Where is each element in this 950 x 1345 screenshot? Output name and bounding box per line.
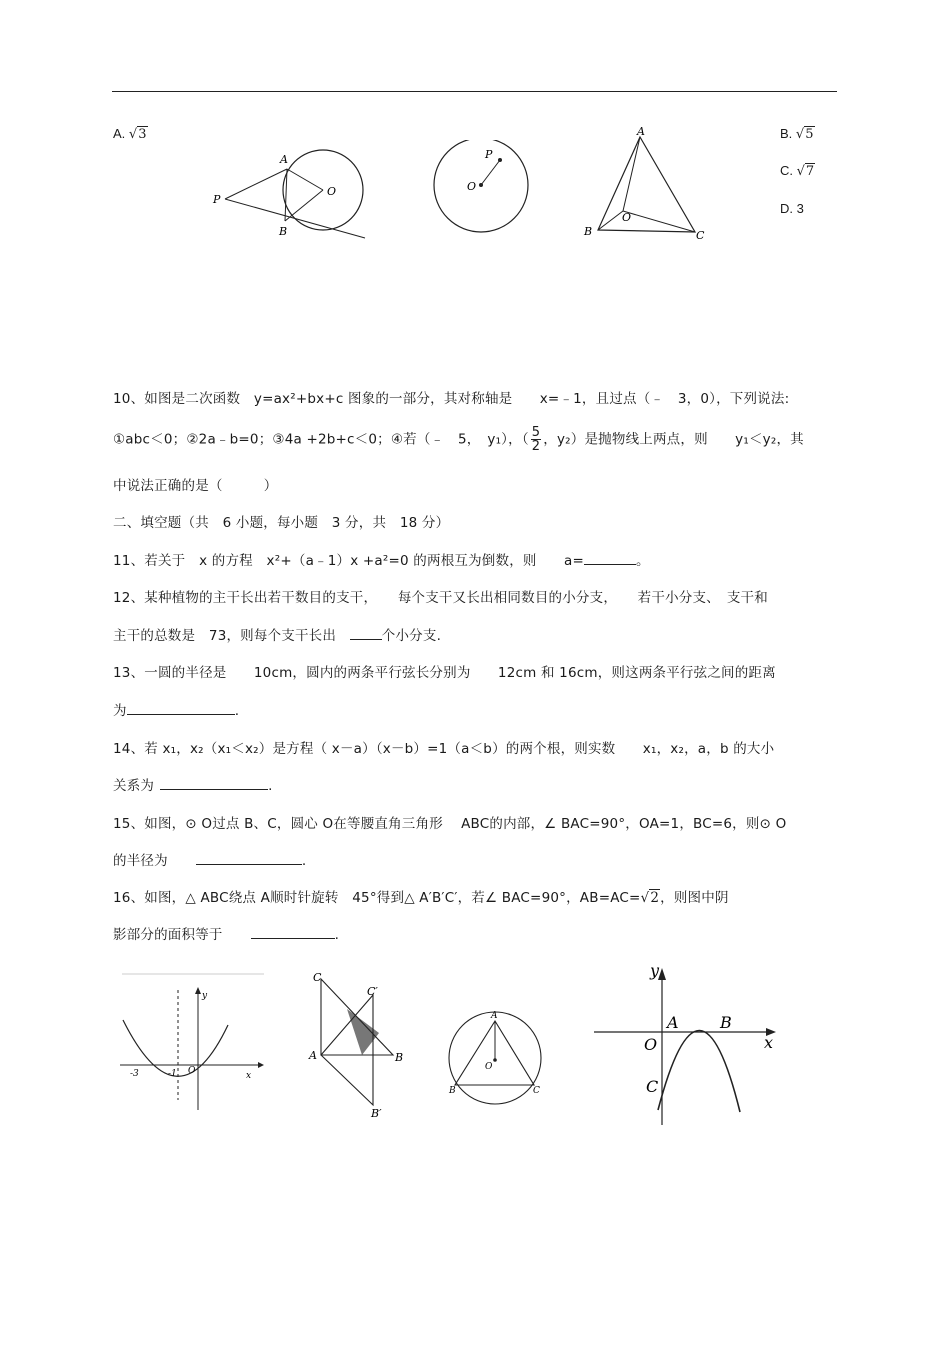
- q10-line2-part1: ①abc＜0；②2a﹣b=0；③4a +2b+c＜0；④若（﹣ 5， y₁），（: [113, 431, 529, 448]
- figure-parabola-small: [118, 970, 268, 1120]
- y-axis-arrow: [195, 987, 201, 994]
- label-a: A: [491, 1011, 498, 1021]
- figure-circle-point: [425, 140, 535, 240]
- label-origin: O: [644, 1035, 658, 1054]
- q10-line2-part2: ，y₂）是抛物线上两点，则 y₁＜y₂，其: [543, 431, 804, 448]
- label-x: x: [764, 1033, 774, 1052]
- q16-line2-part1: 影部分的面积等于: [113, 927, 223, 943]
- option-a: [113, 126, 148, 142]
- q16-sqrt: √2: [640, 890, 660, 906]
- triangle-abc: [321, 979, 393, 1055]
- q10-line1: 10、如图是二次函数 y=ax²+bx+c 图象的一部分，其对称轴是 x=﹣1，且过点（﹣ 3，0），下列说法:: [113, 391, 790, 407]
- label-a: A: [280, 153, 288, 166]
- option-a-label: A.: [113, 126, 126, 141]
- label-y: y: [650, 961, 660, 980]
- figure-parabola-abc: [590, 960, 785, 1130]
- shaded-region: [347, 1009, 379, 1055]
- point-o: [493, 1058, 497, 1062]
- parabola-curve: [123, 1020, 228, 1076]
- figure-tangent-circle: [205, 145, 370, 245]
- q12-line1: 12、某种植物的主干长出若干数目的支干， 每个支干又长出相同数目的小分支， 若干小分支、 支干和: [113, 590, 768, 606]
- q13-line2: [113, 699, 239, 719]
- label-a: A: [667, 1013, 679, 1032]
- q14-answer-blank[interactable]: [160, 789, 268, 790]
- y-axis-arrow: [658, 968, 666, 980]
- option-b-label: B.: [780, 126, 793, 141]
- option-b-value: √5: [795, 127, 814, 142]
- segment-ao: [623, 137, 640, 211]
- q14-line2: [113, 774, 273, 794]
- label-o: O: [467, 180, 477, 193]
- q15-line2-part1: 的半径为: [113, 853, 168, 869]
- label-o: O: [622, 211, 632, 224]
- q10-line3: 中说法正确的是（ ）: [113, 478, 278, 494]
- option-c-label: C.: [780, 163, 793, 178]
- option-d: [780, 201, 804, 216]
- label-p: P: [213, 193, 221, 206]
- q16-line1-part2: ，则图中阴: [660, 890, 729, 906]
- q15-line2-part2: .: [301, 853, 307, 869]
- label-o: O: [327, 185, 337, 198]
- q13-line2-part1: 为: [113, 703, 127, 719]
- figure-rotated-triangles: [305, 965, 415, 1125]
- parabola-curve: [658, 1030, 740, 1112]
- label-o: O: [485, 1062, 493, 1072]
- q12-line2-part2: 个小分支.: [381, 628, 442, 644]
- label-b: B: [720, 1013, 732, 1032]
- label-b: B: [279, 225, 288, 238]
- label-a: A: [637, 125, 645, 138]
- label-b: B: [584, 225, 593, 238]
- frac-denominator: 2: [531, 439, 541, 454]
- radius-ob: [285, 190, 323, 221]
- q13-line1: 13、一圆的半径是 10cm，圆内的两条平行弦长分别为 12cm 和 16cm，则这两条平行弦之间的距离: [113, 665, 776, 681]
- label-c: C: [696, 229, 705, 240]
- tangent-line-pb: [225, 199, 365, 238]
- q14-line2-part1: 关系为: [113, 778, 155, 794]
- q13-answer-blank[interactable]: [127, 714, 235, 715]
- point-o: [479, 183, 483, 187]
- radius-oa: [287, 169, 323, 190]
- option-d-value: 3: [796, 201, 804, 216]
- q11-end: 。: [636, 553, 650, 569]
- option-c: [780, 163, 815, 179]
- label-c: C: [313, 971, 322, 984]
- point-p: [498, 158, 502, 162]
- option-d-label: D.: [780, 201, 793, 216]
- label-y: y: [202, 991, 208, 1001]
- q16-answer-blank[interactable]: [251, 938, 335, 939]
- label-a: A: [309, 1049, 317, 1062]
- figure-triangle-interior: [580, 125, 710, 240]
- q10-line2: [113, 426, 804, 453]
- q14-line2-part2: .: [268, 778, 273, 794]
- label-x: x: [246, 1071, 252, 1081]
- q16-line2: [113, 923, 339, 943]
- label-origin: O: [188, 1066, 196, 1076]
- label-b: B: [395, 1051, 404, 1064]
- tangent-line-pa: [225, 169, 287, 199]
- label-minus1: -1: [168, 1069, 177, 1079]
- figure-circle-triangle: [445, 1005, 550, 1110]
- label-c: C: [533, 1086, 540, 1096]
- q11-line: [113, 549, 650, 569]
- option-a-value: √3: [128, 127, 147, 142]
- label-b: B: [449, 1086, 456, 1096]
- label-b-prime: B′: [371, 1107, 382, 1120]
- q10-fraction: [531, 426, 541, 453]
- q16-line1: [113, 886, 729, 906]
- q16-line2-part2: .: [334, 927, 340, 943]
- option-c-value: √7: [796, 164, 815, 179]
- q16-line1-part1: 16、如图，△ ABC绕点 A顺时针旋转 45°得到△ A′B′C′，若∠ BAC=90°，AB=AC=: [113, 890, 641, 906]
- q12-line2: [113, 624, 441, 644]
- frac-numerator: 5: [531, 425, 541, 440]
- header-rule: [112, 91, 837, 92]
- section-2-heading: 二、填空题（共 6 小题，每小题 3 分，共 18 分）: [113, 515, 450, 531]
- q15-answer-blank[interactable]: [196, 864, 302, 865]
- q15-line2: [113, 849, 306, 869]
- q12-line2-part1: 主干的总数是 73，则每个支干长出: [113, 628, 350, 644]
- q14-line1: 14、若 x₁，x₂（x₁＜x₂）是方程（ x－a）（x－b）=1（a＜b）的两个根，则实数 x₁，x₂，a，b 的大小: [113, 741, 775, 757]
- segment-op: [481, 160, 500, 185]
- label-minus3: -3: [130, 1069, 139, 1079]
- label-p: P: [485, 148, 493, 161]
- x-axis-arrow: [258, 1062, 264, 1068]
- option-b: [780, 126, 815, 142]
- q13-line2-part2: .: [234, 703, 240, 719]
- q15-line1: 15、如图，⊙ O过点 B、C，圆心 O在等腰直角三角形 ABC的内部，∠ BAC=90°，OA=1，BC=6，则⊙ O: [113, 816, 787, 832]
- label-c-prime: C′: [367, 985, 378, 998]
- label-c: C: [646, 1077, 659, 1096]
- q11-answer-blank[interactable]: [584, 564, 636, 565]
- q11-text: 11、若关于 x 的方程 x²+（a﹣1）x +a²=0 的两根互为倒数，则 a=: [113, 553, 584, 569]
- q12-answer-blank[interactable]: [350, 639, 382, 640]
